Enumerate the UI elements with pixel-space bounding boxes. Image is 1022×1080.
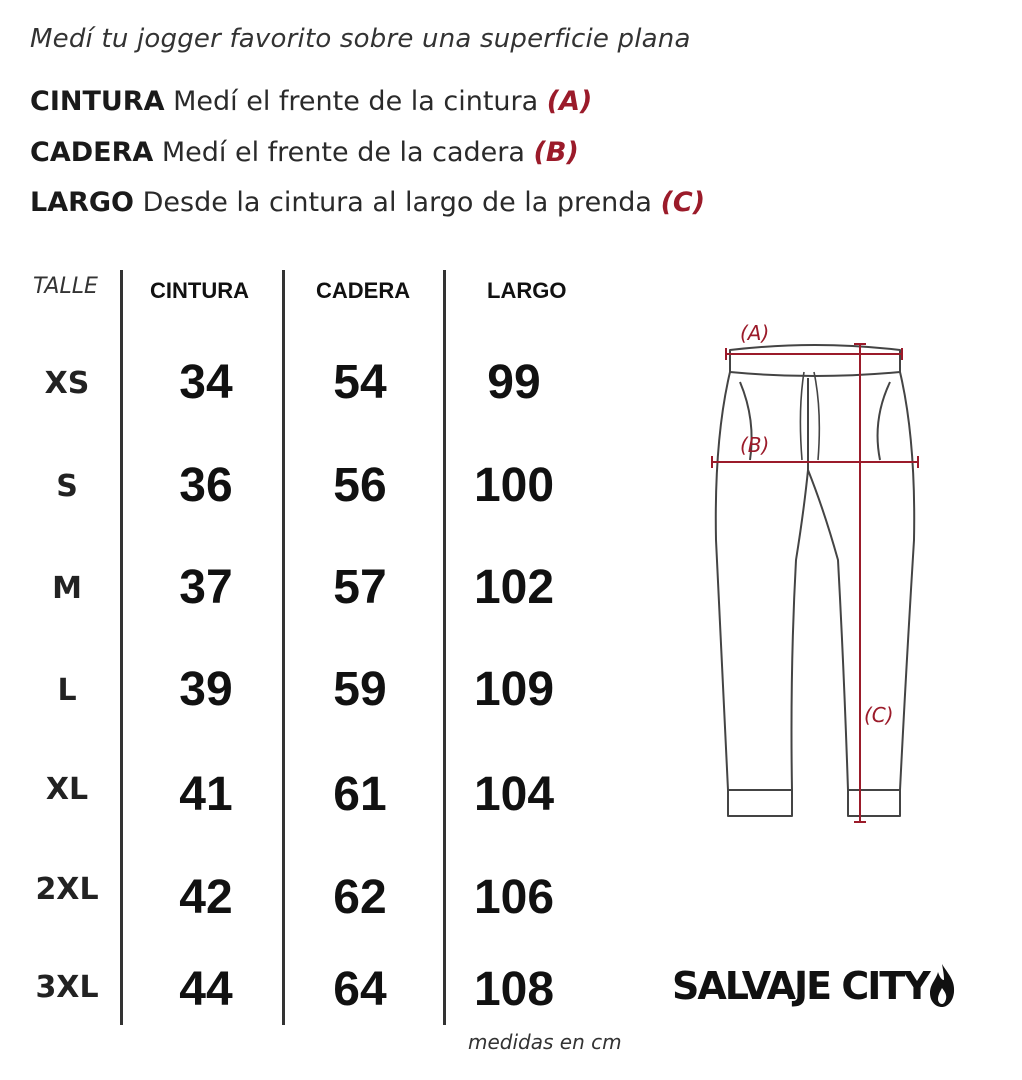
size-label: XS [44,366,90,401]
largo-value: 102 [473,561,555,614]
label-a: (A) [740,321,770,345]
cadera-value: 64 [333,963,387,1016]
cadera-value: 57 [333,561,387,614]
label-b: (B) [740,433,770,457]
cadera-value: 59 [333,663,387,716]
instruction-ref: (A) [546,86,593,117]
instruction-text: Medí el frente de la cadera [153,137,534,168]
largo-value: 104 [473,768,555,821]
instruction-ref: (B) [533,137,579,168]
cintura-value: 41 [179,768,233,821]
largo-value: 108 [473,963,555,1016]
cintura-value: 39 [179,663,233,716]
size-label: M [52,571,82,606]
instruction-keyword: CINTURA [30,86,165,117]
size-label: S [56,469,78,504]
column-divider [282,270,285,1025]
cadera-value: 56 [333,459,387,512]
instruction-cadera [30,137,579,168]
instruction-keyword: LARGO [30,187,135,218]
brand-logo: SALVAJE CITY [672,964,929,1008]
cintura-value: 44 [179,963,233,1016]
largo-value: 100 [473,459,555,512]
cintura-value: 34 [179,356,233,409]
cintura-value: 42 [179,871,233,924]
cintura-value: 37 [179,561,233,614]
largo-value: 99 [487,356,541,409]
largo-value: 106 [473,871,555,924]
flame-icon [928,962,956,1008]
size-label: 3XL [35,970,99,1005]
label-c: (C) [864,703,894,727]
header-cintura: CINTURA [150,278,249,303]
cintura-value: 36 [179,459,233,512]
column-divider [120,270,123,1025]
jogger-diagram [700,310,930,830]
header-largo: LARGO [487,278,567,303]
instruction-largo [30,187,705,218]
cadera-value: 62 [333,871,387,924]
size-label: L [57,673,77,708]
header-talle: TALLE [33,274,98,299]
intro-text: Medí tu jogger favorito sobre una superficie plana [30,24,691,54]
instruction-cintura [30,86,592,117]
size-label: XL [45,772,89,807]
instruction-keyword: CADERA [30,137,154,168]
largo-value: 109 [473,663,555,716]
cadera-value: 61 [333,768,387,821]
instruction-ref: (C) [660,187,706,218]
header-cadera: CADERA [316,278,411,303]
instruction-text: Desde la cintura al largo de la prenda [134,187,661,218]
footnote: medidas en cm [468,1030,622,1054]
size-label: 2XL [35,872,99,907]
cadera-value: 54 [333,356,387,409]
instruction-text: Medí el frente de la cintura [164,86,547,117]
